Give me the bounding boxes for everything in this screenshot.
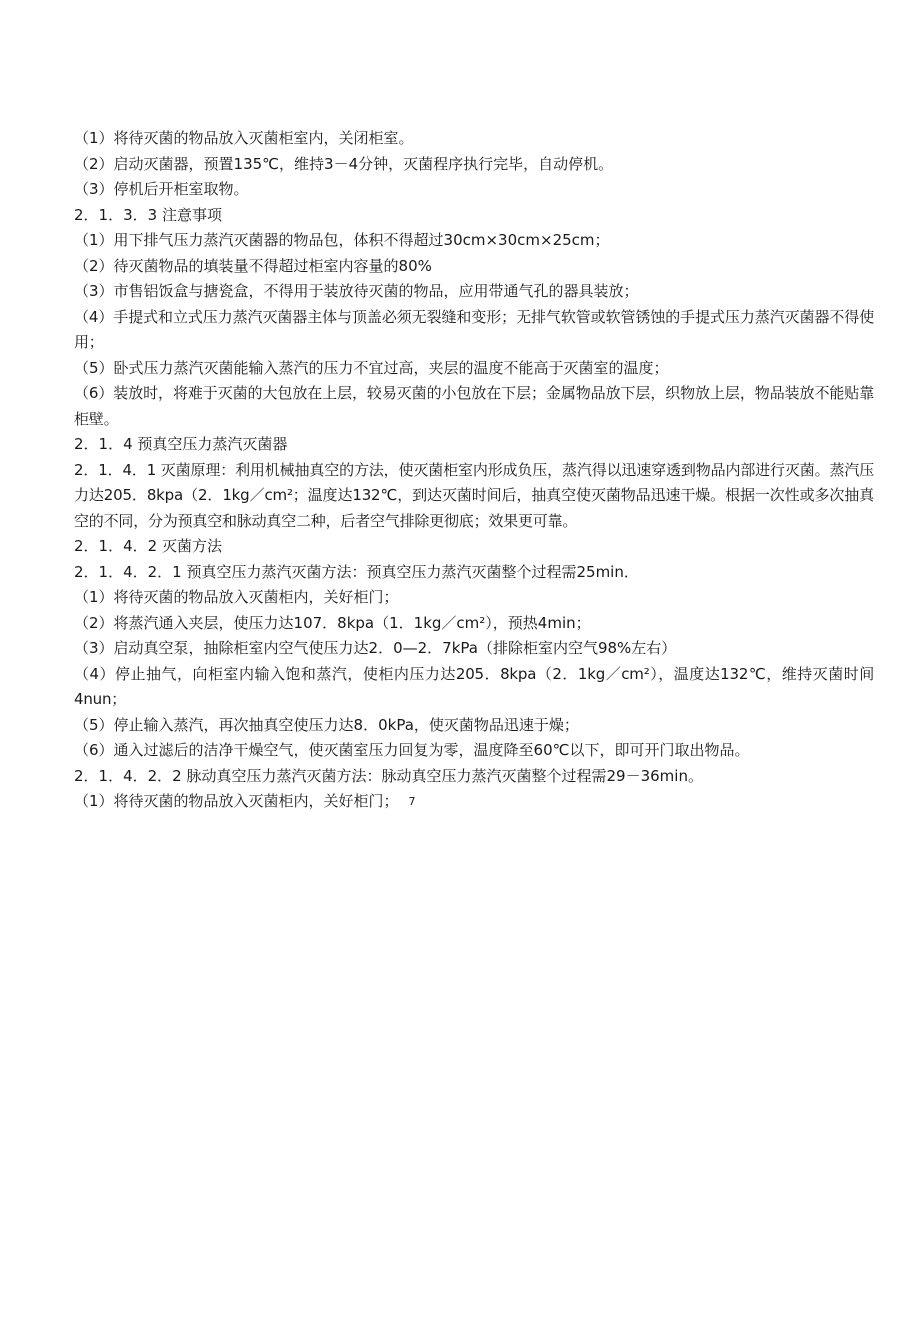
text-line-content: （1）将待灭菌的物品放入灭菌柜内，关好柜门； — [74, 792, 399, 810]
text-line: （5）停止输入蒸汽，再次抽真空使压力达8．0kPa，使灭菌物品迅速于燥； — [74, 715, 579, 734]
text-line: （1）将待灭菌的物品放入灭菌柜室内，关闭柜室。 — [74, 129, 414, 147]
text-line: （3）启动真空泵，抽除柜室内空气使压力达2．0—2．7kPa（排除柜室内空气98%左右） — [74, 639, 677, 657]
text-line: （5）卧式压力蒸汽灭菌能输入蒸汽的压力不宜过高，夹层的温度不能高于灭菌室的温度； — [74, 358, 669, 377]
page-number: 7 — [408, 795, 416, 808]
section-heading: 2．1．4．2 灭菌方法 — [74, 537, 222, 555]
section-heading: 2．1．4 预真空压力蒸汽灭菌器 — [74, 435, 288, 453]
text-line: （6）通入过滤后的洁净干燥空气，使灭菌室压力回复为零，温度降至60℃以下，即可开门取出物品。 — [74, 741, 750, 759]
text-line: （1）用下排气压力蒸汽灭菌器的物品包，体积不得超过30cm×30cm×25cm； — [74, 231, 610, 249]
text-line: （1）将待灭菌的物品放入灭菌柜内，关好柜门； — [74, 588, 399, 606]
text-paragraph: （4）停止抽气，向柜室内输入饱和蒸汽，使柜内压力达205．8kpa（2．1kg／cm²），温度达132℃，维持灭菌时间4nun； — [74, 664, 874, 708]
section-heading: 2．1．3．3 注意事项 — [74, 205, 222, 224]
text-line: （2）将蒸汽通入夹层，使压力达107．8kpa（1．1kg／cm²），预热4min； — [74, 613, 591, 632]
text-line: 2．1．4．2．2 脉动真空压力蒸汽灭菌方法：脉动真空压力蒸汽灭菌整个过程需29－36min。 — [74, 766, 703, 785]
text-line: 2．1．4．2．1 预真空压力蒸汽灭菌方法：预真空压力蒸汽灭菌整个过程需25min． — [74, 562, 639, 581]
text-line-last — [74, 789, 874, 815]
text-line: （2）待灭菌物品的填装量不得超过柜室内容量的80% — [74, 256, 432, 275]
text-line: （2）启动灭菌器，预置135℃，维持3－4分钟，灭菌程序执行完毕，自动停机。 — [74, 154, 614, 173]
text-line: （3）停机后开柜室取物。 — [74, 180, 249, 198]
text-line: （3）市售铝饭盒与搪瓷盒，不得用于装放待灭菌的物品，应用带通气孔的器具装放； — [74, 282, 639, 300]
text-paragraph: （6）装放时，将难于灭菌的大包放在上层，较易灭菌的小包放在下层；金属物品放下层，织物放上层，物品装放不能贴靠柜壁。 — [74, 384, 874, 428]
document-body — [74, 126, 874, 815]
text-paragraph: （4）手提式和立式压力蒸汽灭菌器主体与顶盖必须无裂缝和变形；无排气软管或软管锈蚀的手提式压力蒸汽灭菌器不得使用； — [74, 307, 874, 351]
text-paragraph: 2．1．4．1 灭菌原理：利用机械抽真空的方法，使灭菌柜室内形成负压，蒸汽得以迅速穿透到物品内部进行灭菌。蒸汽压力达205．8kpa（2．1kg／cm²；温度达132℃，到达灭菌时间后，抽真空使灭菌物品迅速干燥。根据一次性或多次抽真空的不同，分为预真空和脉动真空二种，后者空气排除更彻底；效果更可靠。 — [74, 460, 874, 530]
